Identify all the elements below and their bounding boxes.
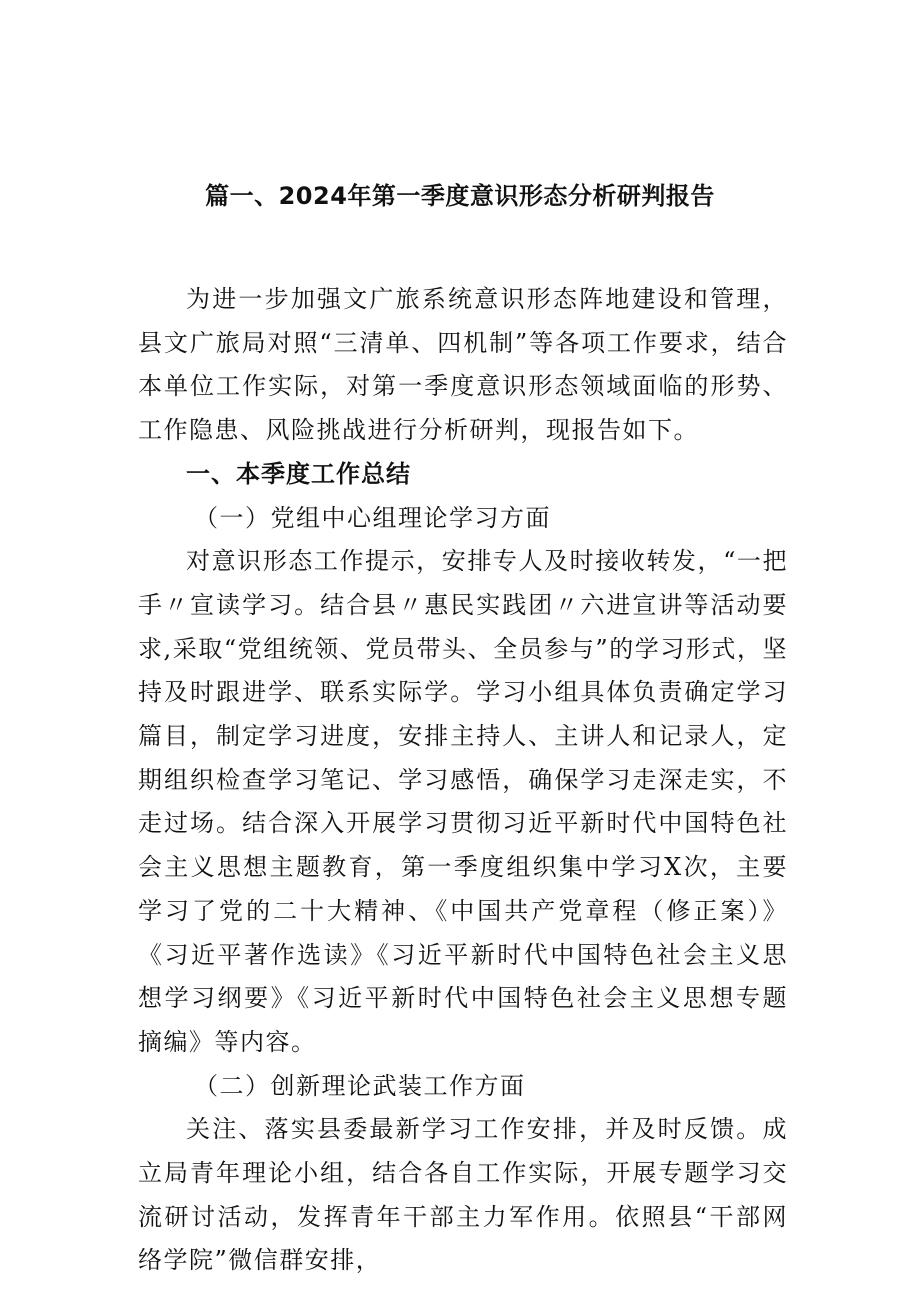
intro-paragraph: 为进一步加强文广旅系统意识形态阵地建设和管理，县文广旅局对照“三清单、四机制”等各项工作要求，结合本单位工作实际，对第一季度意识形态领域面临的形势、工作隐患、风险挑战进行分析研判，现报告如下。 [138, 285, 788, 445]
section-heading: 一、本季度工作总结 [186, 459, 411, 488]
subsection-heading-2: （二）创新理论武装工作方面 [194, 1071, 526, 1100]
subsection-paragraph-2: 关注、落实县委最新学习工作安排，并及时反馈。成立局青年理论小组，结合各自工作实际，开展专题学习交流研讨活动，发挥青年干部主力军作用。依照县“干部网络学院”微信群安排， [138, 1115, 788, 1275]
document-body [138, 278, 788, 1283]
subsection-heading-1: （一）党组中心组理论学习方面 [194, 503, 551, 532]
subsection-paragraph-1: 对意识形态工作提示，安排专人及时接收转发，“一把手〃宣读学习。结合县〃惠民实践团〃六进宣讲等活动要求,采取“党组统领、党员带头、全员参与”的学习形式，坚持及时跟进学、联系实际学。学习小组具体负责确定学习篇目，制定学习进度，安排主持人、主讲人和记录人，定期组织检查学习笔记、学习感悟，确保学习走深走实，不走过场。结合深入开展学习贯彻习近平新时代中国特色社会主义思想主题教育，第一季度组织集中学习X次，主要学习了党的二十大精神、《中国共产党章程（修正案）》《习近平著作选读》《习近平新时代中国特色社会主义思想学习纲要》《习近平新时代中国特色社会主义思想专题摘编》等内容。 [138, 547, 788, 1056]
document-title: 篇一、2024年第一季度意识形态分析研判报告 [205, 182, 715, 210]
